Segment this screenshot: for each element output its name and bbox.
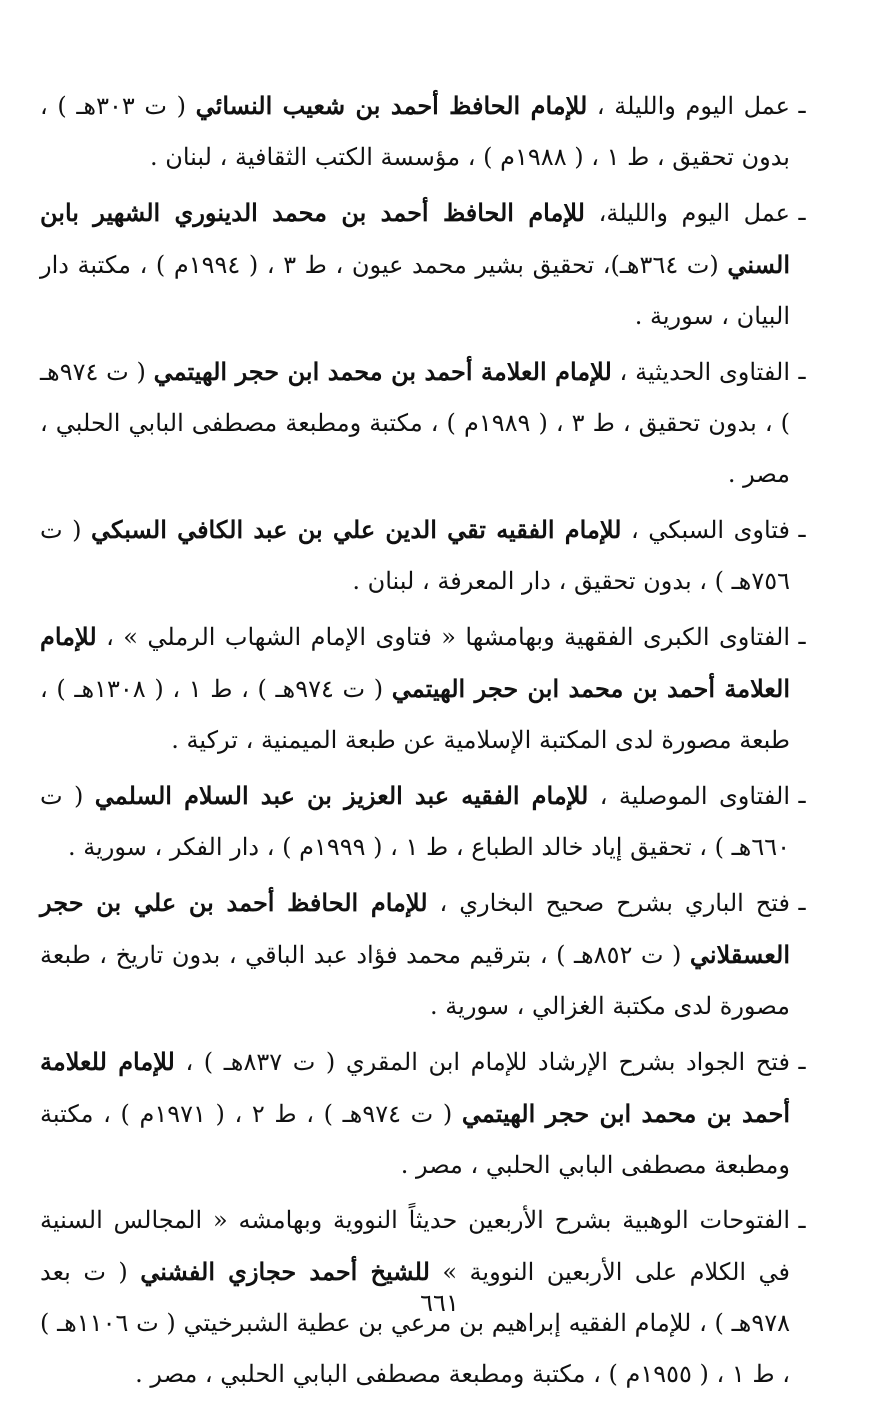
- entry-bullet: ـ: [798, 781, 806, 809]
- entry-author: للإمام الفقيه تقي الدين علي بن عبد الكافي السبكي: [90, 515, 622, 544]
- bibliography-entry: [40, 80, 810, 183]
- entry-author: للإمام الحافظ أحمد بن علي بن حجر العسقلاني: [40, 888, 790, 969]
- entry-bullet: ـ: [798, 1047, 806, 1075]
- entry-details: ( ت ٣٠٣هـ ) ، بدون تحقيق ، ط ١ ، ( ١٩٨٨م ) ، مؤسسة الكتب الثقافية ، لبنان .: [40, 92, 790, 171]
- entry-title: الفتاوى الموصلية ،: [588, 782, 791, 810]
- entry-bullet: ـ: [798, 888, 806, 916]
- bibliography-entry: [40, 770, 810, 873]
- bibliography-entry: [40, 346, 810, 500]
- entry-details: ( ت ٨٥٢هـ ) ، بترقيم محمد فؤاد عبد الباقي ، بدون تاريخ ، طبعة مصورة لدى مكتبة الغزالي ، سورية .: [40, 941, 790, 1020]
- entry-author: للشيخ أحمد حجازي الفشني: [140, 1257, 430, 1286]
- entry-bullet: ـ: [798, 515, 806, 543]
- bibliography-entry: [40, 187, 810, 342]
- entry-details: ( ت ٦٦٠هـ ) ، تحقيق إياد خالد الطباع ، ط ١ ، ( ١٩٩٩م ) ، دار الفكر ، سورية .: [40, 782, 790, 861]
- bibliography-list: [40, 80, 810, 1404]
- entry-author: للإمام الحافظ أحمد بن محمد الدينوري الشهير بابن السني: [40, 198, 791, 279]
- entry-details: ( ت ٧٥٦هـ ) ، بدون تحقيق ، دار المعرفة ، لبنان .: [40, 516, 790, 595]
- entry-bullet: ـ: [798, 622, 806, 650]
- entry-details: ( ت ٩٧٤هـ ) ، ط ٢ ، ( ١٩٧١م ) ، مكتبة ومطبعة مصطفى البابي الحلبي ، مصر .: [40, 1100, 790, 1179]
- entry-title: فتح الباري بشرح صحيح البخاري ،: [427, 889, 791, 917]
- bibliography-entry: [40, 504, 810, 607]
- bibliography-entry: [40, 1036, 810, 1191]
- entry-title: الفتاوى الكبرى الفقهية وبهامشها « فتاوى الإمام الشهاب الرملي » ،: [96, 623, 790, 651]
- entry-bullet: ـ: [798, 1206, 806, 1234]
- entry-bullet: ـ: [798, 91, 806, 119]
- page-number: ٦٦١: [420, 1289, 459, 1317]
- entry-author: للإمام للعلامة أحمد بن محمد ابن حجر الهيتمي: [40, 1047, 790, 1128]
- entry-title: عمل اليوم والليلة ،: [587, 92, 791, 120]
- entry-author: للإمام العلامة أحمد بن محمد ابن حجر الهيتمي: [153, 357, 612, 386]
- entry-bullet: ـ: [798, 198, 806, 226]
- entry-title: فتاوى السبكي ،: [621, 516, 790, 544]
- entry-bullet: ـ: [798, 357, 806, 385]
- bibliography-entry: [40, 611, 810, 766]
- entry-title: فتح الجواد بشرح الإرشاد للإمام ابن المقري ( ت ٨٣٧هـ ) ،: [174, 1048, 790, 1076]
- entry-details: ( ت ٩٧٤هـ ) ، بدون تحقيق ، ط ٣ ، ( ١٩٨٩م ) ، مكتبة ومطبعة مصطفى البابي الحلبي ، مصر .: [40, 358, 791, 488]
- entry-title: عمل اليوم والليلة،: [584, 199, 790, 227]
- entry-author: للإمام الحافظ أحمد بن شعيب النسائي: [195, 91, 588, 120]
- entry-author: للإمام العلامة أحمد بن محمد ابن حجر الهيتمي: [40, 622, 790, 703]
- entry-details: ( ت بعد ٩٧٨هـ ) ، للإمام الفقيه إبراهيم بن مرعي بن عطية الشبرخيتي ( ت ١١٠٦هـ ) ، ط ١ ، ( ١٩٥٥م ) ، مكتبة ومطبعة مصطفى البابي الحلبي ، مصر .: [40, 1258, 790, 1388]
- bibliography-entry: [40, 877, 810, 1032]
- entry-details: (ت ٣٦٤هـ)، تحقيق بشير محمد عيون ، ط ٣ ، ( ١٩٩٤م ) ، مكتبة دار البيان ، سورية .: [40, 251, 790, 330]
- entry-author: للإمام الفقيه عبد العزيز بن عبد السلام السلمي: [94, 781, 589, 810]
- entry-details: ( ت ٩٧٤هـ ) ، ط ١ ، ( ١٣٠٨هـ ) ، طبعة مصورة لدى المكتبة الإسلامية عن طبعة الميمنية ، تركية .: [40, 675, 790, 754]
- page-footer: [0, 1283, 879, 1323]
- entry-title: الفتوحات الوهبية بشرح الأربعين حديثاً النووية وبهامشه « المجالس السنية في الكلام على الأربعين النووية »: [40, 1206, 791, 1286]
- entry-title: الفتاوى الحديثية ،: [611, 358, 791, 386]
